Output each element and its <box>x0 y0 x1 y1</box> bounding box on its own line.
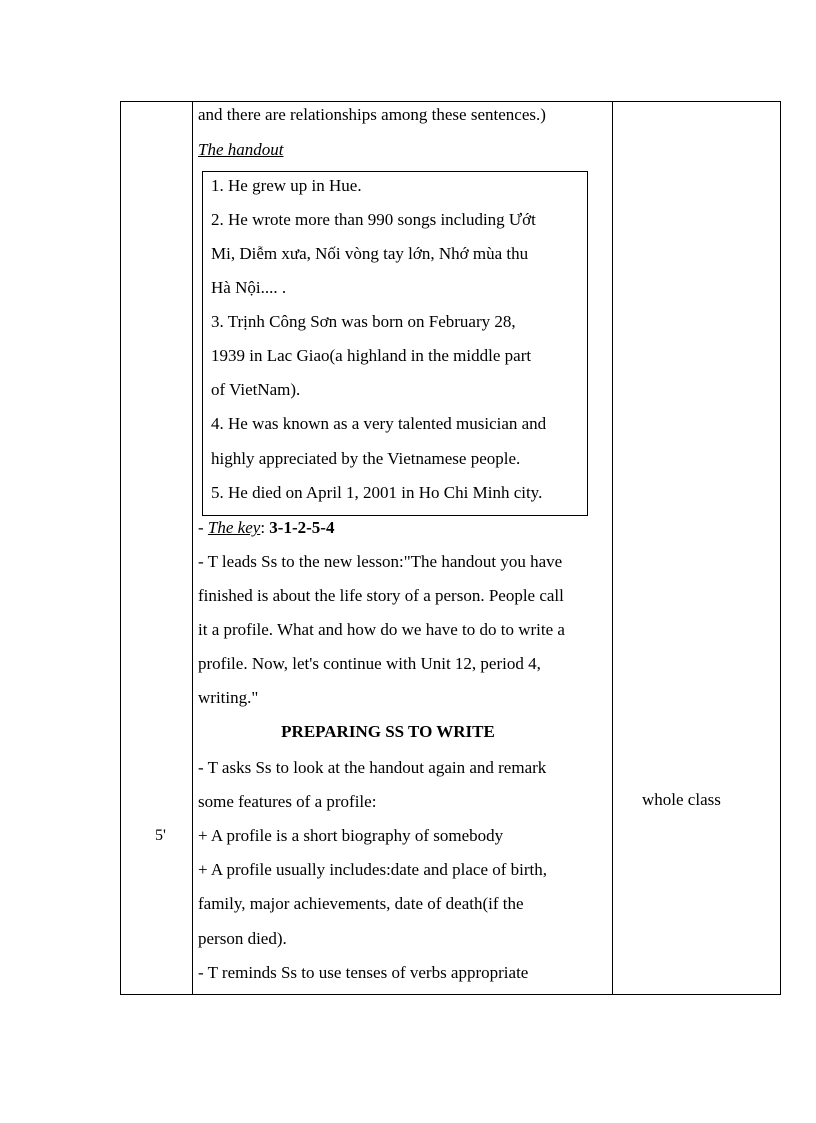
prep-line: some features of a profile: <box>198 792 377 811</box>
lead-line: profile. Now, let's continue with Unit 12, period 4, <box>198 654 541 673</box>
prep-line: family, major achievements, date of death(if the <box>198 894 524 913</box>
handout-line: 2. He wrote more than 990 songs including Ướt <box>211 210 536 229</box>
handout-line: of VietNam). <box>211 380 301 399</box>
key-prefix: - <box>198 518 208 537</box>
handout-line: 4. He was known as a very talented musician and <box>211 414 547 433</box>
key-value: 3-1-2-5-4 <box>269 518 335 537</box>
column-divider-interaction <box>612 102 613 994</box>
lead-line: writing." <box>198 688 259 707</box>
prep-line: - T asks Ss to look at the handout again and remark <box>198 758 547 777</box>
interaction-cell: whole class <box>642 790 721 809</box>
lead-line: finished is about the life story of a person. People call <box>198 586 564 605</box>
handout-line: Mi, Diễm xưa, Nối vòng tay lớn, Nhớ mùa thu <box>211 244 529 263</box>
key-separator: : <box>260 518 270 537</box>
key-line <box>198 518 334 538</box>
prep-line: person died). <box>198 929 287 948</box>
lead-line: it a profile. What and how do we have to do to write a <box>198 620 565 639</box>
handout-line: Hà Nội.... . <box>211 278 287 297</box>
handout-title: The handout <box>198 140 284 159</box>
handout-line: 3. Trịnh Công Sơn was born on February 28, <box>211 312 516 331</box>
intro-line: and there are relationships among these sentences.) <box>198 105 546 124</box>
time-cell: 5' <box>155 827 166 844</box>
handout-line: 5. He died on April 1, 2001 in Ho Chi Minh city. <box>211 483 543 502</box>
lead-line: - T leads Ss to the new lesson:"The handout you have <box>198 552 563 571</box>
prep-line: + A profile is a short biography of somebody <box>198 826 504 845</box>
column-divider-time <box>192 102 193 994</box>
prep-line: - T reminds Ss to use tenses of verbs appropriate <box>198 963 529 982</box>
handout-line: highly appreciated by the Vietnamese people. <box>211 449 521 468</box>
section-heading: PREPARING SS TO WRITE <box>281 722 495 741</box>
key-label: The key <box>207 518 261 537</box>
prep-line: + A profile usually includes:date and place of birth, <box>198 860 548 879</box>
handout-line: 1. He grew up in Hue. <box>211 176 362 195</box>
handout-line: 1939 in Lac Giao(a highland in the middle part <box>211 346 532 365</box>
